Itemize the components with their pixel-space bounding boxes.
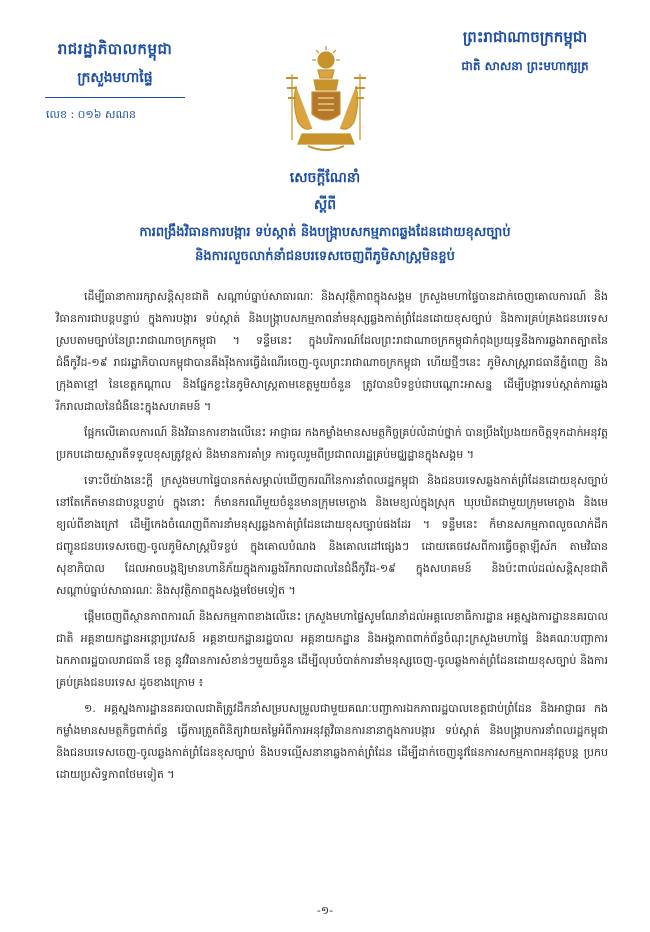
- royal-coat-of-arms-icon: [278, 44, 374, 156]
- about-label: ស្តីពី: [313, 197, 337, 213]
- divider: [45, 97, 185, 98]
- paragraph-basis: ផ្អែកលើគោលការណ៍ និងវិធានការខាងលើនេះ អាជ្ញាធរ កងកម្លាំងមានសមត្ថកិច្ចគ្រប់លំដាប់ថ្នាក់ បានប្រឹងប្រែងយកចិត្តទុកដាក់អនុវត្តប្រកបដោយស្មារតីទទួលខុសត្រូវខ្ពស់ និងមានការគាំទ្រ ការចូលរួមពីប្រជាពលរដ្ឋគ្រប់មជ្ឈដ្ឋានក្នុងសង្គម ។: [56, 426, 608, 461]
- subject-line-2: និងការលួចលាក់នាំជនបរទេសចេញពីភូមិសាស្ត្រមិនខ្ចប់: [195, 249, 455, 264]
- paragraph-intro: ដើម្បីធានាការរក្សាសន្តិសុខជាតិ សណ្តាប់ធ្នាប់សាធារណៈ និងសុវត្ថិភាពក្នុងសង្គម ក្រសួងមហាផ្ទៃបានដាក់ចេញគោលការណ៍ និងវិធានការជាបន្តបន្ទាប់ ក្នុងការបង្ការ ទប់ស្កាត់ និងបង្ក្រាបសកម្មភាពនាំមនុស្សឆ្លងកាត់ព្រំដែនដោយខុសច្បាប់ និងការគ្រប់គ្រងជនបរទេស ស្របតាមច្បាប់នៃព្រះរាជាណាចក្រកម្ពុជា ។ ទន្ទឹមនេះ ក្នុងបរិការណ៍ដែលព្រះរាជាណាចក្រកម្ពុជាកំពុងប្រយុទ្ធនឹងការឆ្លងរាតត្បាតនៃជំងឺកូវីដ-១៩ រាជរដ្ឋាភិបាលកម្ពុជាបានតឹងរ៉ឹងការធ្វើដំណើរចេញ-ចូលព្រះរាជាណាចក្រកម្ពុជា ហើយថ្មីៗនេះ ភូមិសាស្ត្ររាជធានីភ្នំពេញ និងក្រុងតាខ្មៅ នៃខេត្តកណ្តាល និងផ្នែកខ្លះនៃភូមិសាស្ត្រតាមខេត្តមួយចំនួន ត្រូវបានបិទខ្ចប់ជាបណ្តោះអាសន្ន ដើម្បីបង្ការទប់ស្កាត់ការឆ្លងរីករាលដាលនៃជំងឺនេះក្នុងសហគមន៍ ។: [56, 290, 608, 413]
- national-motto: ជាតិ សាសនា ព្រះមហាក្សត្រ: [461, 59, 589, 73]
- document-title: [0, 168, 650, 267]
- page-number: -១-: [316, 904, 334, 917]
- issuer-block: [30, 40, 200, 124]
- document-body: [56, 286, 608, 790]
- list-item: ១. អគ្គស្នងការដ្ឋាននគរបាលជាតិត្រូវដឹកនាំសម្របសម្រួលជាមួយគណៈបញ្ជាការឯកភាពរដ្ឋបាលខេត្តជាប់ព្រំដែន និងអាជ្ញាធរ កងកម្លាំងមានសមត្ថកិច្ចពាក់ព័ន្ធ ធ្វើការត្រួតពិនិត្យវាយតម្លៃអំពីការអនុវត្តវិធានការនានាក្នុងការបង្ការ ទប់ស្កាត់ និងបង្ក្រាបការនាំពលរដ្ឋកម្ពុជា និងជនបរទេសចេញ-ចូលឆ្លងកាត់ព្រំដែនខុសច្បាប់ និងបទល្មើសនានាឆ្លងកាត់ព្រំដែន ដើម្បីដាក់ចេញនូវផែនការសកម្មភាពអនុវត្តបន្ត ប្រកបដោយប្រសិទ្ធភាពថែមទៀត ។: [56, 702, 608, 781]
- paragraph-situation: ទោះបីយ៉ាងនេះក្តី ក្រសួងមហាផ្ទៃបានកត់សម្គាល់ឃើញករណីនៃការនាំពលរដ្ឋកម្ពុជា និងជនបរទេសឆ្លងកាត់ព្រំដែនដោយខុសច្បាប់ នៅតែកើតមានជាបន្តបន្ទាប់ ក្នុងនោះ ក៏មានករណីមួយចំនួនមានក្រុមមេក្លោង និងមេខ្យល់ក្នុងស្រុក ឃុបឃិតជាមួយក្រុមមេក្លោង និងមេខ្យល់ពីខាងក្រៅ ដើម្បីកេងចំណេញពីការនាំមនុស្សឆ្លងកាត់ព្រំដែនដោយខុសច្បាប់ផងដែរ ។ ទន្ទឹមនេះ ក៏មានសកម្មភាពលួចលាក់ដឹកជញ្ជូនជនបរទេសចេញ-ចូលភូមិសាស្ត្របិទខ្ចប់ ក្នុងគោលបំណង និងគោលដៅផ្សេងៗ ដោយគេចវេសពីការធ្វើចត្តាឡីស័ក តាមវិធានសុខាភិបាល ដែលអាចបង្កឱ្យមានហានិភ័យក្នុងការឆ្លងរីករាលដាលនៃជំងឺកូវីដ-១៩ ក្នុងសហគមន៍ និងប៉ះពាល់ដល់សន្តិសុខជាតិ សណ្តាប់ធ្នាប់សាធារណៈ និងសុវត្ថិភាពក្នុងសង្គមថែមទៀត ។: [56, 474, 608, 597]
- reference-number: លេខ : ០១៦ សណន: [46, 108, 136, 121]
- subject-line-1: ការពង្រឹងវិធានការបង្ការ ទប់ស្កាត់ និងបង្ក្រាបសកម្មភាពឆ្លងដែនដោយខុសច្បាប់: [139, 225, 511, 240]
- document-type: សេចក្តីណែនាំ: [289, 170, 361, 186]
- government-name: រាជរដ្ឋាភិបាលកម្ពុជា: [57, 40, 173, 58]
- kingdom-name: ព្រះរាជាណាចក្រកម្ពុជា: [462, 28, 588, 46]
- kingdom-block: [420, 28, 630, 76]
- paragraph-directive: ផ្តើមចេញពីស្ថានភាពការណ៍ និងសកម្មភាពខាងលើនេះ ក្រសួងមហាផ្ទៃសូមណែនាំដល់អគ្គលេខាធិការដ្ឋាន អគ្គស្នងការដ្ឋាននគរបាលជាតិ អគ្គនាយកដ្ឋានអន្តោប្រវេសន៍ អគ្គនាយកដ្ឋានរដ្ឋបាល អគ្គនាយកដ្ឋាន និងអង្គភាពពាក់ព័ន្ធចំណុះក្រសួងមហាផ្ទៃ និងគណៈបញ្ជាការឯកភាពរដ្ឋបាលរាជធានី ខេត្ត នូវវិធានការសំខាន់ៗមួយចំនួន ដើម្បីលុបបំបាត់ការនាំមនុស្សចេញ-ចូលឆ្លងកាត់ព្រំដែនដោយខុសច្បាប់ និងការគ្រប់គ្រងជនបរទេស ដូចខាងក្រោម ៖: [56, 610, 608, 689]
- ministry-name: ក្រសួងមហាផ្ទៃ: [77, 70, 153, 86]
